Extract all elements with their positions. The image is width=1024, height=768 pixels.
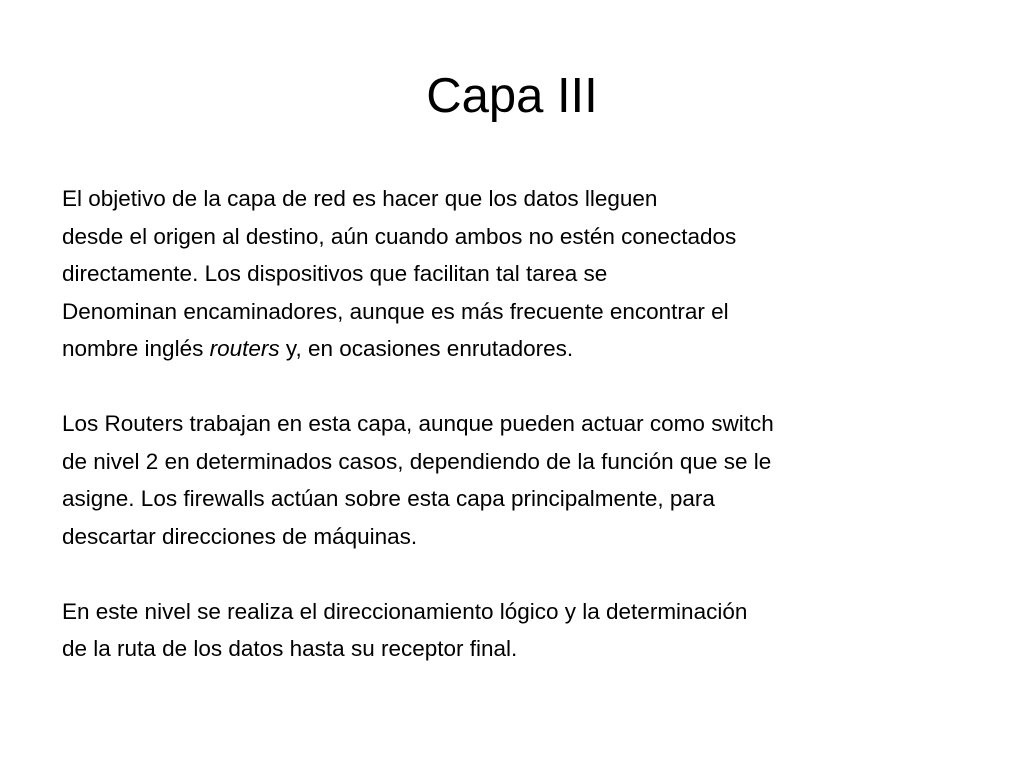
text-line: Los Routers trabajan en esta capa, aunque pueden actuar como switch xyxy=(62,411,774,436)
slide-title: Capa III xyxy=(426,69,598,123)
text-segment: y, en ocasiones enrutadores. xyxy=(279,336,574,361)
text-line xyxy=(62,330,1002,368)
italic-term-routers: routers xyxy=(209,336,280,361)
text-line: de nivel 2 en determinados casos, dependiendo de la función que se le xyxy=(62,448,772,474)
text-segment: nombre inglés xyxy=(62,336,210,361)
paragraph-logical-addressing xyxy=(62,593,1002,668)
text-line: asigne. Los firewalls actúan sobre esta capa principalmente, para xyxy=(62,486,715,511)
text-line: Denominan encaminadores, aunque es más frecuente encontrar el xyxy=(62,298,729,324)
text-line: de la ruta de los datos hasta su receptor final. xyxy=(62,636,518,661)
text-line: El objetivo de la capa de red es hacer que los datos lleguen xyxy=(62,186,658,211)
text-line: directamente. Los dispositivos que facilitan tal tarea se xyxy=(62,261,608,286)
text-line: desde el origen al destino, aún cuando ambos no estén conectados xyxy=(62,223,737,249)
paragraph-network-layer-objective xyxy=(62,180,1002,368)
text-line: En este nivel se realiza el direccionamiento lógico y la determinación xyxy=(62,598,748,624)
slide-body xyxy=(62,180,1002,705)
text-line: descartar direcciones de máquinas. xyxy=(62,523,418,549)
paragraph-routers-firewalls xyxy=(62,405,1002,555)
